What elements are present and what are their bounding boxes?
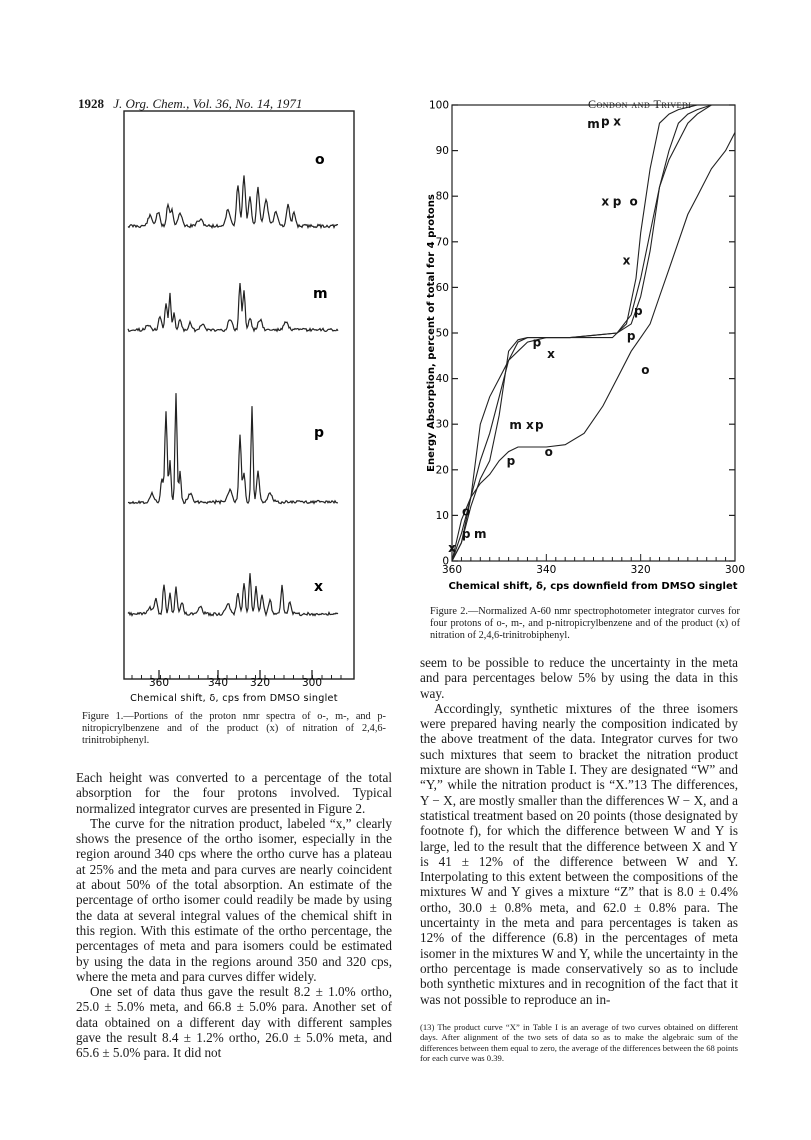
figure-2-integrator-chart (418, 98, 748, 598)
y-tick-label: 40 (435, 373, 449, 386)
paragraph: The curve for the nitration product, labeled “x,” clearly shows the presence of the ortho isomer, especially in the region around 340 cps where the ortho curve has a plateau at 25% and the meta and para curves are nearly coincident at about 50% of the total absorption. An estimate of the percentage of ortho isomer could readily be made by using the data at several integral values of the chemical shift in this region. With this estimate of the ortho percentage, the percentages of meta and para isomers could be estimated by using the data in the regions around 350 and 320 cps, where the meta and para curves differ widely. (76, 815, 392, 984)
spectrum-label-p: p (314, 425, 325, 441)
figure-1-caption: Figure 1.—Portions of the proton nmr spectra of o-, m-, and p-nitropicrylbenzene and of the product (x) of nitration of 2,4,6-trinitrobiphenyl. (82, 711, 386, 746)
curve-label-x: x (613, 114, 621, 129)
figure-1-nmr-spectra (110, 108, 422, 708)
curve-label-p: p (626, 328, 636, 343)
curve-label-p: p (532, 335, 542, 350)
paragraph: Accordingly, synthetic mixtures of the three isomers were prepared having nearly the composition indicated by the above treatment of the data. Integrator curves for two such mixtures that seem to bracket the nitration product mixture are shown in Table I. They are designated “W” and “Y,” while the nitration product is “X.”13 The differences, Y − X, are mostly smaller than the differences W − X, and a statistical treatment based on 20 points (those designated by footnote f), for which the difference between W and Y is large, led to the result that the difference between X and Y is 41 ± 12% of the difference between W and Y. Interpolating to this extent between the compositions of the mixtures W and Y gives a mixture “Z” that is 8.0 ± 0.4% ortho, 30.0 ± 0.8% meta, and 62.0 ± 0.8% para. The uncertainty in the meta and para percentages is taken as 12% of the difference (6.8) in the percentages of meta isomer in the mixtures W and Y, while the uncertainty in the ortho percentage is made conservatively so as to include both synthetic mixtures and in recognition of the fact that it was not possible to reproduce an in- (420, 700, 738, 1007)
curve-label-o: o (629, 194, 638, 209)
spectrum-m (128, 283, 338, 331)
series-line-m (452, 105, 735, 561)
y-tick-label: 100 (428, 99, 449, 112)
x-tick-label: 360 (441, 564, 463, 576)
figure-2-plot-frame (452, 105, 735, 561)
curve-label-p: p (534, 417, 544, 432)
curve-label-p: p (634, 303, 643, 318)
fig1-axis-label: Chemical shift, δ, cps from DMSO singlet (130, 693, 338, 704)
curve-label-m: m (587, 116, 600, 131)
curve-label-p: p (600, 114, 610, 129)
y-tick-label: 0 (442, 555, 449, 568)
curve-label-x: x (547, 347, 555, 362)
y-tick-label: 20 (435, 464, 449, 477)
y-tick-label: 10 (435, 509, 449, 522)
running-header-authors: Condon and Trivedi (588, 97, 692, 111)
y-tick-label: 80 (435, 190, 449, 203)
curve-label-p: p (506, 454, 516, 469)
curve-label-o: o (462, 504, 471, 519)
series-line-x (452, 105, 735, 561)
paragraph: Each height was converted to a percentage of the total absorption for the four protons involved. Typical normalized integrator curves are presented in Figure 2. (76, 770, 392, 816)
curve-label-p: p (461, 527, 471, 542)
right-column-text (420, 655, 738, 1007)
series-line-o (452, 132, 735, 561)
curve-label-p: p (612, 194, 622, 209)
curve-label-m: m (474, 527, 487, 542)
paragraph: seem to be possible to reduce the uncertainty in the meta and para percentages below 5% by using the data in this way. (420, 655, 738, 701)
spectrum-o (128, 175, 338, 227)
curve-label-x: x (448, 540, 456, 555)
fig1-tick-label-300: 300 (301, 677, 323, 689)
spectrum-p (128, 393, 338, 503)
spectrum-x (128, 573, 338, 615)
y-tick-label: 60 (435, 281, 449, 294)
spectrum-label-o: o (315, 152, 325, 168)
curve-label-x: x (525, 417, 534, 432)
fig1-tick-label-340: 340 (207, 677, 229, 689)
spectrum-label-x: x (314, 579, 324, 595)
spectrum-label-m: m (313, 286, 328, 302)
page-number: 1928 (78, 96, 104, 111)
figure-2-caption: Figure 2.—Normalized A-60 nmr spectrophotometer integrator curves for four protons of o-, m-, and p-nitropicrylbenzene and of the product (x) of nitration of 2,4,6-trinitrobiphenyl. (430, 606, 740, 641)
curve-label-x: x (622, 253, 631, 268)
x-tick-label: 300 (724, 564, 746, 576)
y-tick-label: 30 (435, 418, 449, 431)
fig1-tick-label-320: 320 (249, 677, 271, 689)
y-tick-label: 70 (435, 236, 449, 249)
left-column-text (76, 770, 392, 1061)
series-line-p (452, 105, 735, 561)
y-tick-label: 50 (435, 327, 449, 340)
figure-2-x-axis-label: Chemical shift, δ, cps downfield from DMSO singlet (448, 581, 738, 592)
fig1-tick-label-360: 360 (148, 677, 170, 689)
x-tick-label: 340 (536, 564, 557, 576)
curve-label-o: o (544, 445, 553, 460)
curve-label-x: x (601, 194, 610, 209)
x-tick-label: 320 (630, 564, 651, 576)
curve-label-o: o (641, 363, 650, 378)
footnote-13: (13) The product curve “X” in Table I is an average of two curves obtained on different days. After alignment of the two sets of data so as to make the algebraic sum of the differences between them equal to zero, the average of the differences between the 68 points for each curve was 0.39. (420, 1022, 738, 1064)
journal-citation: J. Org. Chem., Vol. 36, No. 14, 1971 (113, 96, 303, 111)
y-tick-label: 90 (435, 145, 449, 158)
figure-2-y-axis-label: Energy Absorption, percent of total for 4 protons (426, 194, 437, 472)
curve-label-m: m (509, 417, 522, 432)
paragraph: One set of data thus gave the result 8.2 ± 1.0% ortho, 25.0 ± 5.0% meta, and 66.8 ± 5.0% para. Another set of data obtained on a different day with different samples gave the result 8.4 ± 1.2% ortho, 26.0 ± 5.0% meta, and 65.6 ± 5.0% para. It did not (76, 984, 392, 1061)
